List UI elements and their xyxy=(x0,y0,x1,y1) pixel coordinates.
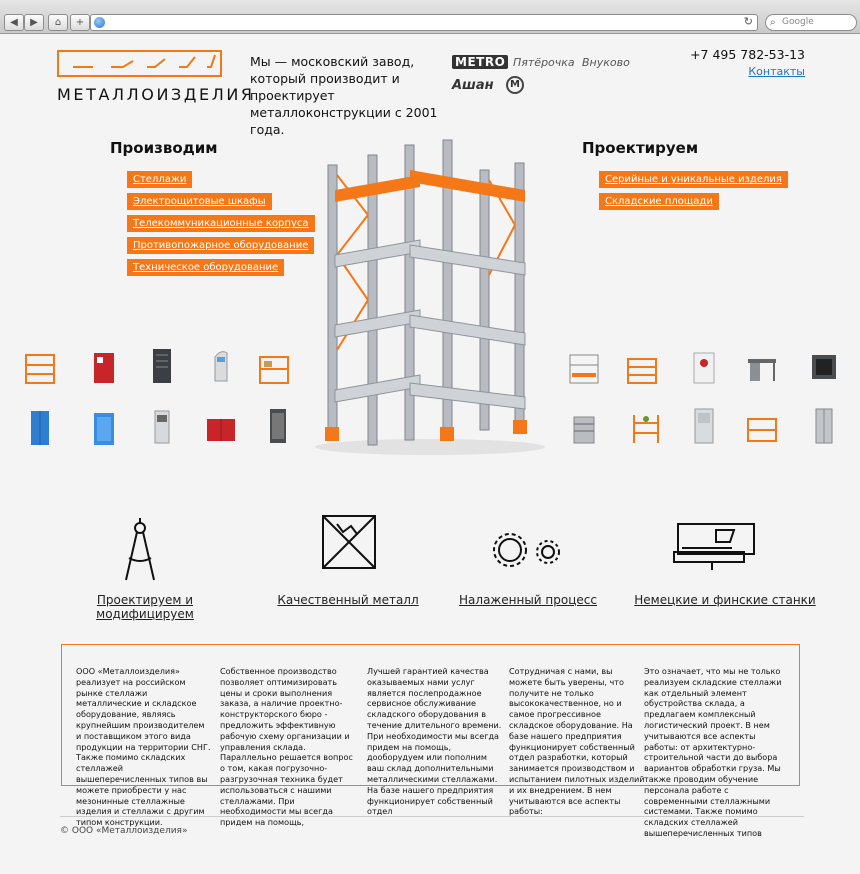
globe-icon xyxy=(94,17,105,28)
client-logo-pyaterochka: Пятёрочка xyxy=(513,56,575,69)
product-thumb-fire-hose-box[interactable] xyxy=(205,411,237,449)
compass-icon xyxy=(120,514,160,584)
company-tagline: Мы — московский завод, который производит и проектирует металлоконструкции с 2001 года. xyxy=(250,54,438,137)
tag-racks[interactable]: Стеллажи xyxy=(127,171,192,188)
product-thumb-shelf-rack[interactable] xyxy=(24,349,56,387)
product-thumb-dark-cabinet[interactable] xyxy=(262,407,294,445)
machine-tool-icon xyxy=(672,522,756,572)
address-bar[interactable] xyxy=(90,14,758,31)
tag-telecom-enclosures[interactable]: Телекоммуникационные корпуса xyxy=(127,215,315,232)
page-content xyxy=(0,35,860,874)
feature-machine-tools[interactable]: Немецкие и финские станки xyxy=(634,593,816,607)
search-icon: ⌕ xyxy=(770,17,776,28)
client-logo-metro: METRO xyxy=(452,55,508,69)
warehouse-rack-image xyxy=(310,135,550,455)
search-placeholder: Google xyxy=(782,17,814,27)
tag-technical-equipment[interactable]: Техническое оборудование xyxy=(127,259,284,276)
copyright: © ООО «Металлоизделия» xyxy=(60,826,188,836)
tag-electrical-cabinets[interactable]: Электрощитовые шкафы xyxy=(127,193,272,210)
phone-number: +7 495 782-53-13 xyxy=(690,47,805,62)
client-logo-metro-m: М xyxy=(506,76,524,94)
feature-established-process[interactable]: Налаженный процесс xyxy=(459,593,597,607)
product-thumb-blue-locker[interactable] xyxy=(24,409,56,447)
tag-fire-equipment[interactable]: Противопожарное оборудование xyxy=(127,237,314,254)
product-thumb-tool-cart[interactable] xyxy=(568,411,600,449)
produce-heading: Производим xyxy=(110,139,218,157)
contacts-link[interactable]: Контакты xyxy=(748,65,805,78)
about-column-2: Собственное производство позволяет оптимизировать цены и сроки выполнения заказа, а наличие проектно-конструкторского бюро - предложить эффективную рабочую схему организации и управления склада. Параллельно решается вопрос о том, какая погрузочно-разгрузочная техника будет использоваться с нашими стеллажами. При необходимости мы всегда придем на помощь, xyxy=(220,666,353,828)
about-column-1: ООО «Металлоизделия» реализует на российском рынке стеллажи металлические и складское оборудование, являясь крупнейшим производителем и поставщиком этого вида продукции на территории СНГ. Также помимо складских стеллажей вышеперечисленных типов вы можете приобрести у нас мезонинные стеллажные изделия и стеллажи с другим типом конструкции. xyxy=(76,666,211,828)
design-heading: Проектируем xyxy=(582,139,699,157)
product-thumb-workbench[interactable] xyxy=(746,349,778,387)
about-column-4: Сотрудничая с нами, вы можете быть уверены, что получите не только высококачественное, но и самое прогрессивное складское оборудование. На базе нашего предприятия функционирует собственный отдел разработки, который занимается производством и испытанием пилотных изделий и их внедрением. В нем учитываются все аспекты работы: xyxy=(509,666,645,817)
tag-warehouse-areas[interactable]: Складские площади xyxy=(599,193,719,210)
logo-text[interactable]: МЕТАЛЛОИЗДЕЛИЯ xyxy=(57,85,255,104)
product-thumb-blue-cabinet[interactable] xyxy=(88,409,120,447)
footer-divider xyxy=(60,816,804,817)
search-input[interactable] xyxy=(765,14,857,31)
product-thumb-kiosk[interactable] xyxy=(146,407,178,445)
product-thumb-hydrant-cabinet[interactable] xyxy=(688,349,720,387)
forward-button[interactable]: ▶ xyxy=(24,14,44,31)
feature-design-modify[interactable]: Проектируем и модифицируем xyxy=(96,593,194,621)
client-logo-auchan: Ашан xyxy=(452,78,494,93)
product-thumb-pallet-rack[interactable] xyxy=(258,349,290,387)
product-thumb-wide-shelf[interactable] xyxy=(626,351,658,389)
product-thumb-plant-rack[interactable] xyxy=(630,409,662,447)
back-button[interactable]: ◀ xyxy=(4,14,24,31)
product-thumb-cantilever-rack[interactable] xyxy=(746,409,778,447)
product-thumb-door[interactable] xyxy=(688,407,720,445)
home-button[interactable]: ⌂ xyxy=(48,14,68,31)
about-text-box xyxy=(61,644,800,838)
product-thumb-steel-locker[interactable] xyxy=(808,407,840,445)
metal-plate-icon xyxy=(321,514,377,570)
tag-serial-unique-products[interactable]: Серийные и уникальные изделия xyxy=(599,171,788,188)
reload-icon[interactable]: ↻ xyxy=(743,15,753,28)
product-thumb-terminal[interactable] xyxy=(205,347,237,385)
client-logo-vnukovo: Внуково xyxy=(582,56,630,69)
new-tab-button[interactable]: + xyxy=(70,14,90,31)
about-column-3: Лучшей гарантией качества оказываемых нами услуг является послепродажное сервисное обслуживание складского оборудования в течение длительного времени. При необходимости мы всегда придем на помощь, дооборудуем или пополним ваш склад дополнительными металлическими стеллажами. На базе нашего предприятия функционирует собственный отдел xyxy=(367,666,502,817)
product-thumb-wall-box[interactable] xyxy=(808,349,840,387)
gears-icon xyxy=(488,528,564,572)
browser-toolbar xyxy=(0,0,860,34)
feature-quality-metal[interactable]: Качественный металл xyxy=(277,593,419,607)
logo-mark[interactable] xyxy=(57,50,222,77)
product-thumb-mesh-shelf[interactable] xyxy=(568,349,600,387)
product-thumb-fire-cabinet[interactable] xyxy=(88,349,120,387)
product-thumb-server-rack[interactable] xyxy=(146,347,178,385)
about-column-5: Это означает, что мы не только реализуем складские стеллажи как отдельный элемент обустройства склада, а предлагаем комплексный логистический проект. В нем учитываются все аспекты работы: от архитектурно-строительной части до выбора вариантов обработки груза. Мы также проводим обучение персонала работе с современными стеллажными системами. Также помимо складских стеллажей вышеперечисленных типов xyxy=(644,666,782,838)
